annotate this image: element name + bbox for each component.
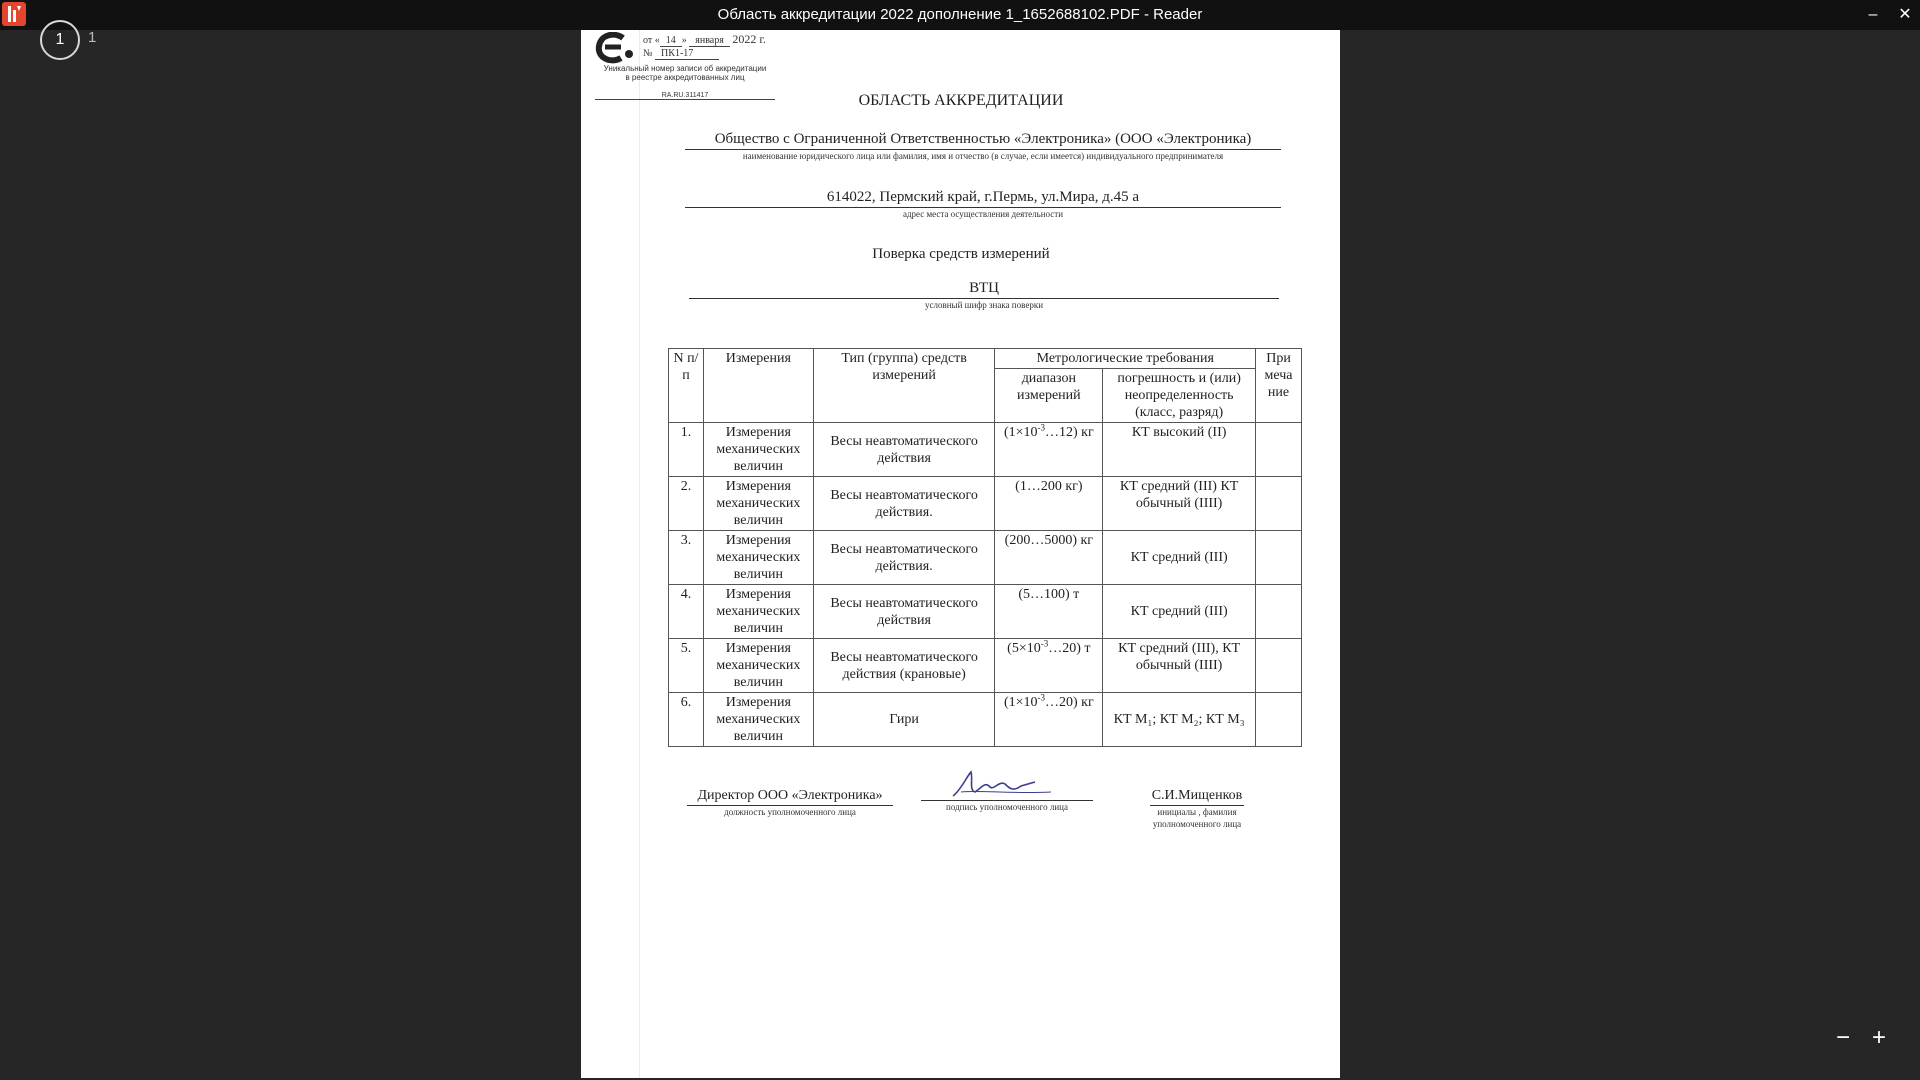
header-range: диапазон измерений [995,369,1103,423]
position-caption: должность уполномоченного лица [724,807,856,817]
cell-num: 4. [669,585,704,639]
cell-range: (1…200 кг) [995,477,1103,531]
date-quote: » [681,35,687,46]
cell-type: Весы неавтоматического действия [813,585,995,639]
handwritten-signature-icon [921,770,1093,801]
cell-accuracy: КТ высокий (II) [1103,423,1256,477]
date-year: 2022 г. [732,32,766,46]
address-caption: адрес места осуществления деятельности [902,209,1064,219]
pdf-page [581,30,1340,1078]
table-row [669,423,1302,477]
cell-type: Весы неавтоматического действия. [813,531,995,585]
address-text: 614022, Пермский край, г.Пермь, ул.Мира, д.45 а [685,189,1281,208]
cipher-block [689,280,1279,310]
header-accuracy: погрешность и (или) неопределенность (класс, разряд) [1103,369,1256,423]
cell-type: Весы неавтоматического действия (крановые) [813,639,995,693]
organization-name: Общество с Ограниченной Ответственностью «Электроника» (ООО «Электроника) [685,131,1281,150]
table-row [669,693,1302,747]
cell-note [1256,639,1302,693]
current-page-indicator[interactable]: 1 [40,20,80,60]
signatory-position-block [687,788,893,818]
cell-type: Гири [813,693,995,747]
window-title: Область аккредитации 2022 дополнение 1_1652688102.PDF - Reader [717,6,1203,23]
title-bar [0,0,1920,30]
cell-accuracy: КТ средний (III), КТ обычный (IIII) [1103,639,1256,693]
cell-measurement: Измерения механических величин [703,477,813,531]
cell-range: $(5\times 10^{-3}\dots 20)$ т [995,639,1103,693]
date-month: января [689,35,730,47]
cell-note [1256,423,1302,477]
header-metrological: Метрологические требования [995,349,1256,369]
header-measurements: Измерения [703,349,813,423]
accreditation-table [668,348,1302,747]
table-row [669,585,1302,639]
cell-measurement: Измерения механических величин [703,531,813,585]
organization-caption: наименование юридического лица или фамилия, имя и отчество (в случае, если имеется) индивидуального предпринимателя [742,151,1224,161]
address-block [685,189,1281,219]
cell-measurement: Измерения механических величин [703,585,813,639]
document-title: ОБЛАСТЬ АККРЕДИТАЦИИ [858,92,1064,109]
organization-block [685,131,1281,161]
signatory-position: Директор ООО «Электроника» [687,788,893,806]
minimize-button[interactable]: – [1868,6,1878,23]
header-type: Тип (группа) средств измерений [813,349,995,423]
header-num: N п/п [669,349,704,423]
registry-line-1: Уникальный номер записи об аккредитации [603,64,767,73]
number-prefix: № [643,48,653,59]
cipher-caption: условный шифр знака поверки [924,300,1044,310]
cell-range: $(1\times 10^{-3}\dots 12)$ кг [995,423,1103,477]
zoom-in-button[interactable]: + [1871,1024,1886,1051]
cell-range: $(1\times 10^{-3}\dots 20)$ кг [995,693,1103,747]
cell-num: 1. [669,423,704,477]
table-row [669,639,1302,693]
registry-number: RA.RU.311417 [595,92,775,100]
table-row [669,531,1302,585]
accreditation-date [643,32,766,47]
cell-num: 3. [669,531,704,585]
cell-type: Весы неавтоматического действия. [813,477,995,531]
zoom-out-button[interactable]: − [1835,1024,1850,1051]
cell-accuracy: КТ средний (III) [1103,531,1256,585]
table-body [669,423,1302,747]
verification-cipher: ВТЦ [689,280,1279,299]
cell-accuracy: КТ средний (III) [1103,585,1256,639]
date-prefix: от « [643,35,660,46]
cell-accuracy: КТ M₁; КТ M₂; КТ M₃ [1103,693,1256,747]
cell-measurement: Измерения механических величин [703,423,813,477]
table-header-row [669,349,1302,369]
page-crease [639,30,640,1078]
registry-caption [593,64,777,82]
cell-measurement: Измерения механических величин [703,639,813,693]
cell-type: Весы неавтоматического действия [813,423,995,477]
close-button[interactable]: ✕ [1898,6,1912,23]
cell-note [1256,531,1302,585]
date-day: 14 [660,35,682,47]
total-pages: 1 [88,29,97,46]
signature-caption: подпись уполномоченного лица [946,802,1068,812]
accreditation-number [643,48,719,59]
name-caption-1: инициалы , фамилия [1157,807,1237,817]
signatory-name-block [1137,786,1257,830]
cell-note [1256,693,1302,747]
cell-measurement: Измерения механических величин [703,693,813,747]
cell-num: 2. [669,477,704,531]
signatory-name: С.И.Мищенков [1150,788,1245,806]
table-row [669,477,1302,531]
registry-line-2: в реестре аккредитованных лиц [625,73,745,82]
number-value: ПК1-17 [655,48,719,60]
cell-accuracy: КТ средний (III) КТ обычный (IIII) [1103,477,1256,531]
cell-range: (5…100) т [995,585,1103,639]
cell-note [1256,477,1302,531]
signature-block [921,770,1093,813]
cell-num: 6. [669,693,704,747]
name-caption-2: уполномоченного лица [1152,819,1242,829]
header-note: При меча ние [1256,349,1302,423]
activity-type: Поверка средств измерений [872,246,1050,262]
cell-range: (200…5000) кг [995,531,1103,585]
cell-num: 5. [669,639,704,693]
cell-note [1256,585,1302,639]
